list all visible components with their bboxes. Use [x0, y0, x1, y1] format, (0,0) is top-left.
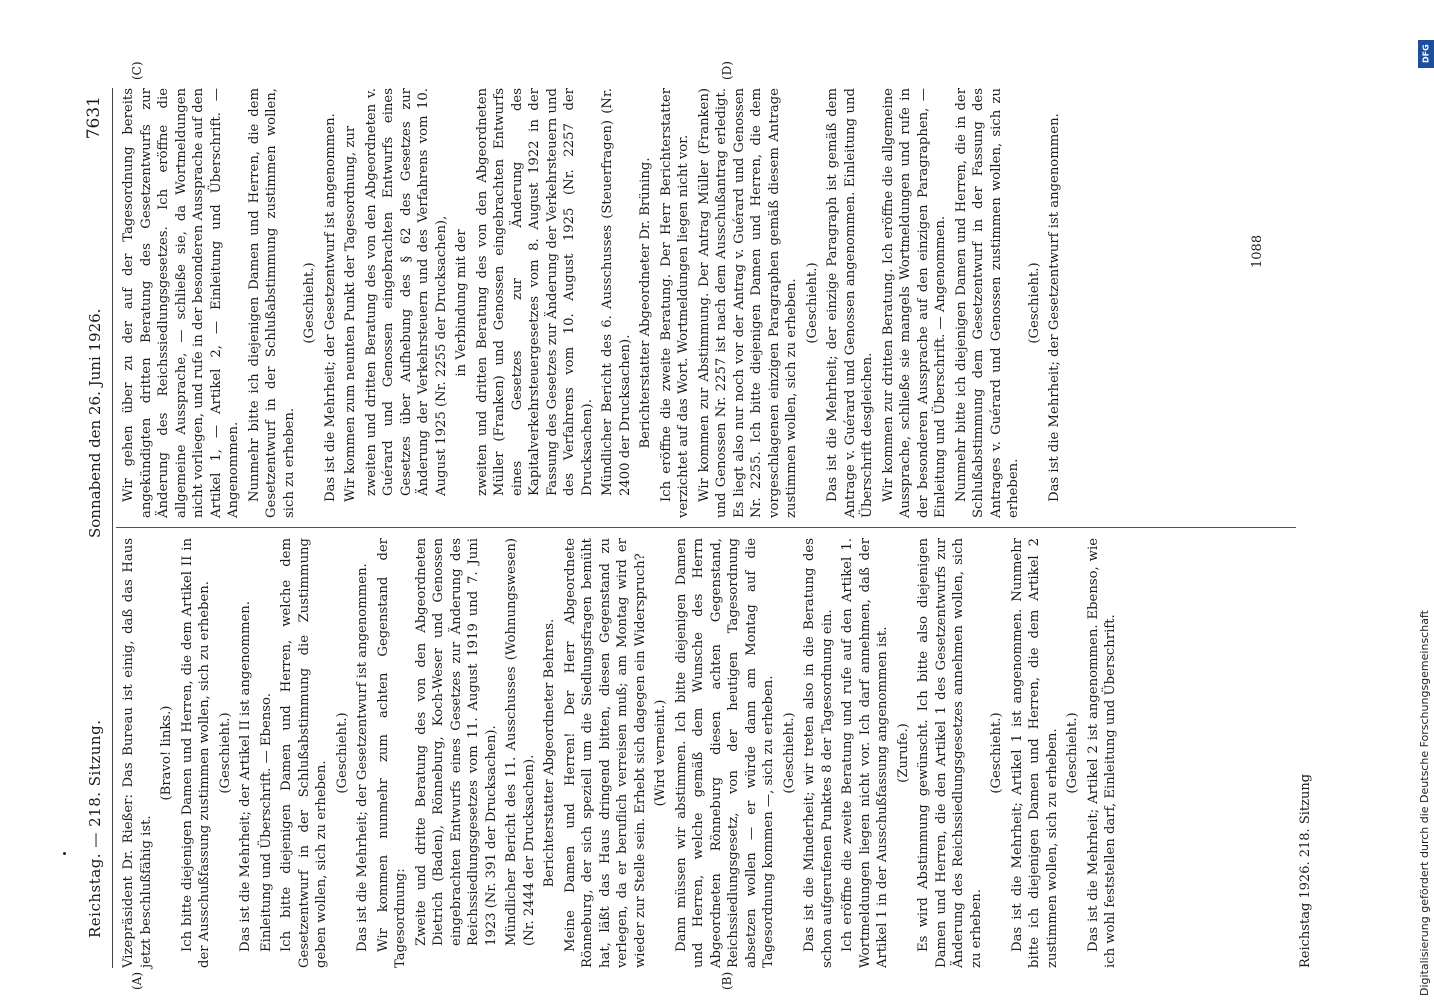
paragraph: Es wird Abstimmung gewünscht. Ich bitte also diejenigen Damen und Herren, die den Artikel 1 des Gesetzentwurfs zur Änderung des Reichssiedlungsgesetzes annehmen wollen, sich zu erheben.	[916, 538, 984, 968]
paragraph: Wir kommen nunmehr zum achten Gegenstand der Tagesordnung:	[375, 538, 408, 968]
paragraph: Meine Damen und Herren! Der Herr Abgeordnete Rönneburg, der sich speziell um die Siedlungsfragen bemüht hat, läßt das Haus dringend bitten, diesen Gegenstand zu verlegen, da er beruflich verreisen muß; am Montag wird er wieder zur Stelle sein. Erhebt sich dagegen ein Widerspruch?	[562, 538, 648, 968]
right-column	[120, 88, 1067, 518]
centered-note: (Geschieht.)	[334, 712, 350, 794]
paragraph: Wir gehen über zu der auf der Tagesordnung bereits angekündigten dritten Beratung des Gesetzentwurfs zur Änderung des Reichssiedlungsgesetzes. Ich eröffne die allgemeine Aussprache, — schließe sie, da Wortmeldungen nicht vorliegen, und rufe in der besonderen Aussprache auf den Artikel 1, — Artikel 2, — Einleitung und Überschrift. — Angenommen.	[121, 88, 241, 518]
centered-note: in Verbindung mit der	[454, 229, 469, 377]
centered-note: (Bravo! links.)	[159, 705, 174, 801]
paragraph: Mündlicher Bericht des 11. Ausschusses (Wohnungswesen) (Nr. 2444 der Drucksachen).	[504, 538, 537, 946]
header-left: Reichstag. — 218. Sitzung.	[86, 719, 104, 938]
paragraph: Ich bitte diejenigen Damen und Herren, welche dem Gesetzentwurf in der Schlußabstimmung die Zustimmung geben wollen, sich zu erheben.	[279, 538, 329, 968]
page-header	[80, 88, 113, 968]
paragraph: Das ist die Mehrheit; der Gesetzentwurf ist angenommen.	[355, 563, 370, 952]
paragraph: Wir kommen zur dritten Beratung. Ich eröffne die allgemeine Aussprache, schließe sie mangels Wortmeldungen und rufe in der besonderen Aussprache auf den einzigen Paragraphen, — Einleitung und Überschrift. — Angenommen.	[880, 88, 948, 518]
paragraph: Nunmehr bitte ich diejenigen Damen und Herren, die in der Schlußabstimmung dem Gesetzentwurf in der Fassung des Antrages v. Guérard und Genossen zustimmen wollen, sich zu erheben.	[953, 88, 1021, 518]
centered-note: (Geschieht.)	[1026, 262, 1042, 344]
centered-note: Berichterstatter Abgeordneter Dr. Brüning.	[638, 157, 653, 449]
paragraph: Nunmehr bitte ich diejenigen Damen und Herren, die dem Gesetzentwurf in der Schlußabstimmung zustimmen wollen, sich zu erheben.	[246, 88, 297, 518]
paragraph: Ich eröffne die zweite Beratung. Der Herr Berichterstatter verzichtet auf das Wort. Wortmeldungen liegen nicht vor.	[658, 88, 691, 518]
centered-note: (Zurufe.)	[895, 723, 911, 783]
scan-dot	[63, 852, 66, 855]
centered-note: Berichterstatter Abgeordneter Behrens.	[542, 618, 557, 888]
centered-note: (Geschieht.)	[781, 712, 797, 794]
paragraph: Das ist die Mehrheit; der einzige Paragraph ist gemäß dem Antrage v. Guérard und Genossen angenommen. Einleitung und Überschrift desgleichen.	[825, 88, 875, 518]
centered-note: (Wird verneint.)	[653, 699, 668, 807]
paragraph: Das ist die Mehrheit; Artikel 1 ist angenommen. Nunmehr bitte ich diejenigen Damen und Herren, die dem Artikel 2 zustimmen wollen, sich zu erheben.	[1009, 538, 1060, 968]
centered-note: (Geschieht.)	[1065, 712, 1080, 794]
footer-left: Reichstag 1926. 218. Sitzung	[1298, 773, 1313, 968]
paragraph: zweiten und dritten Beratung des von den Abgeordneten v. Guérard und Genossen eingebrachten Entwurfs eines Gesetzes über Aufhebung des § 62 des Gesetzes zur Änderung der Verkehrsteuern und des Verfahrens vom 10. August 1925 (Nr. 2255 der Drucksachen),	[363, 88, 449, 496]
paragraph: zweiten und dritten Beratung des von den Abgeordneten Müller (Franken) und Genossen eingebrachten Entwurfs eines Gesetzes zur Änderung des Kapitalverkehrsteuergesetzes vom 8. August 1922 in der Fassung des Gesetzes zur Änderung der Verkehrsteuern und des Verfahrens vom 10. August 1925 (Nr. 2257 der Drucksachen).	[474, 88, 595, 496]
paragraph: Das ist die Mehrheit; der Gesetzentwurf ist angenommen.	[322, 113, 338, 502]
digitization-credit: Digitalisierung gefördert durch die Deutsche Forschungsgemeinschaft	[1418, 610, 1431, 996]
paragraph: Das ist die Mehrheit; der Artikel II ist angenommen.	[238, 601, 253, 952]
paragraph: Das ist die Minderheit; wir treten also in die Beratung des schon aufgerufenen Punktes 8 der Tagesordnung ein.	[802, 538, 835, 968]
paragraph: Mündlicher Bericht des 6. Ausschusses (Steuerfragen) (Nr. 2400 der Drucksachen).	[600, 88, 633, 496]
footer-right: 1088	[1250, 234, 1265, 268]
paragraph: Einleitung und Überschrift. — Ebenso.	[258, 693, 274, 952]
paragraph: Wir kommen zur Abstimmung. Der Antrag Müller (Franken) und Genossen Nr. 2257 ist nach dem Ausschußantrag erledigt. Es liegt also nur noch vor der Antrag v. Guérard und Genossen Nr. 2255. Ich bitte diejenigen Damen und Herren, die dem vorgeschlagenen einzigen Paragraphen gemäß diesem Antrage zustimmen wollen, sich zu erheben.	[696, 88, 799, 518]
left-column	[120, 538, 1123, 968]
paragraph: Ich eröffne die zweite Beratung und rufe auf den Artikel 1. Wortmeldungen liegen nicht vor. Ich darf annehmen, daß der Artikel 1 in der Ausschußfassung angenommen ist.	[840, 538, 890, 968]
paragraph: Das ist die Mehrheit; der Gesetzentwurf ist angenommen.	[1047, 113, 1062, 502]
centered-note: (Geschieht.)	[989, 712, 1004, 794]
paragraph: Ich bitte diejenigen Damen und Herren, die dem Artikel II in der Ausschußfassung zustimmen wollen, sich zu erheben.	[179, 538, 212, 968]
page-number: 7631	[84, 96, 104, 140]
margin-marker-c: (C)	[130, 61, 144, 80]
column-divider	[116, 527, 1296, 528]
margin-marker-a: (A)	[130, 971, 144, 990]
centered-note: (Geschieht.)	[804, 262, 820, 344]
paragraph: Zweite und dritte Beratung des von den Abgeordneten Dietrich (Baden), Rönneburg, Koch-Weser und Genossen eingebrachten Entwurfs eines Gesetzes zur Änderung des Reichssiedlungsgesetzes vom 11. August 1919 und 7. Juni 1923 (Nr. 391 der Drucksachen).	[413, 538, 499, 946]
centered-note: (Geschieht.)	[217, 712, 233, 794]
margin-marker-d: (D)	[720, 61, 734, 80]
centered-note: (Geschieht.)	[302, 262, 317, 344]
paragraph: Das ist die Mehrheit; Artikel 2 ist angenommen. Ebenso, wie ich wohl feststellen darf, Einleitung und Überschrift.	[1085, 538, 1118, 968]
rotated-page	[80, 61, 1320, 990]
header-date: Sonnabend den 26. Juni 1926.	[86, 308, 104, 538]
margin-marker-b: (B)	[720, 971, 734, 990]
paragraph: Wir kommen zum neunten Punkt der Tagesordnung, zur	[343, 125, 358, 502]
dfg-logo: DFG	[1418, 40, 1434, 68]
paragraph: Vizepräsident Dr. Rießer: Das Bureau ist einig, daß das Haus jetzt beschlußfähig ist.	[121, 538, 154, 968]
paragraph: Dann müssen wir abstimmen. Ich bitte diejenigen Damen und Herren, welche gemäß dem Wunsche des Herrn Abgeordneten Rönneburg diesen achten Gegenstand, Reichssiedlungsgesetz, von der heutigen Tagesordnung absetzen wollen — er würde dann am Montag auf die Tagesordnung kommen —, sich zu erheben.	[673, 538, 776, 968]
